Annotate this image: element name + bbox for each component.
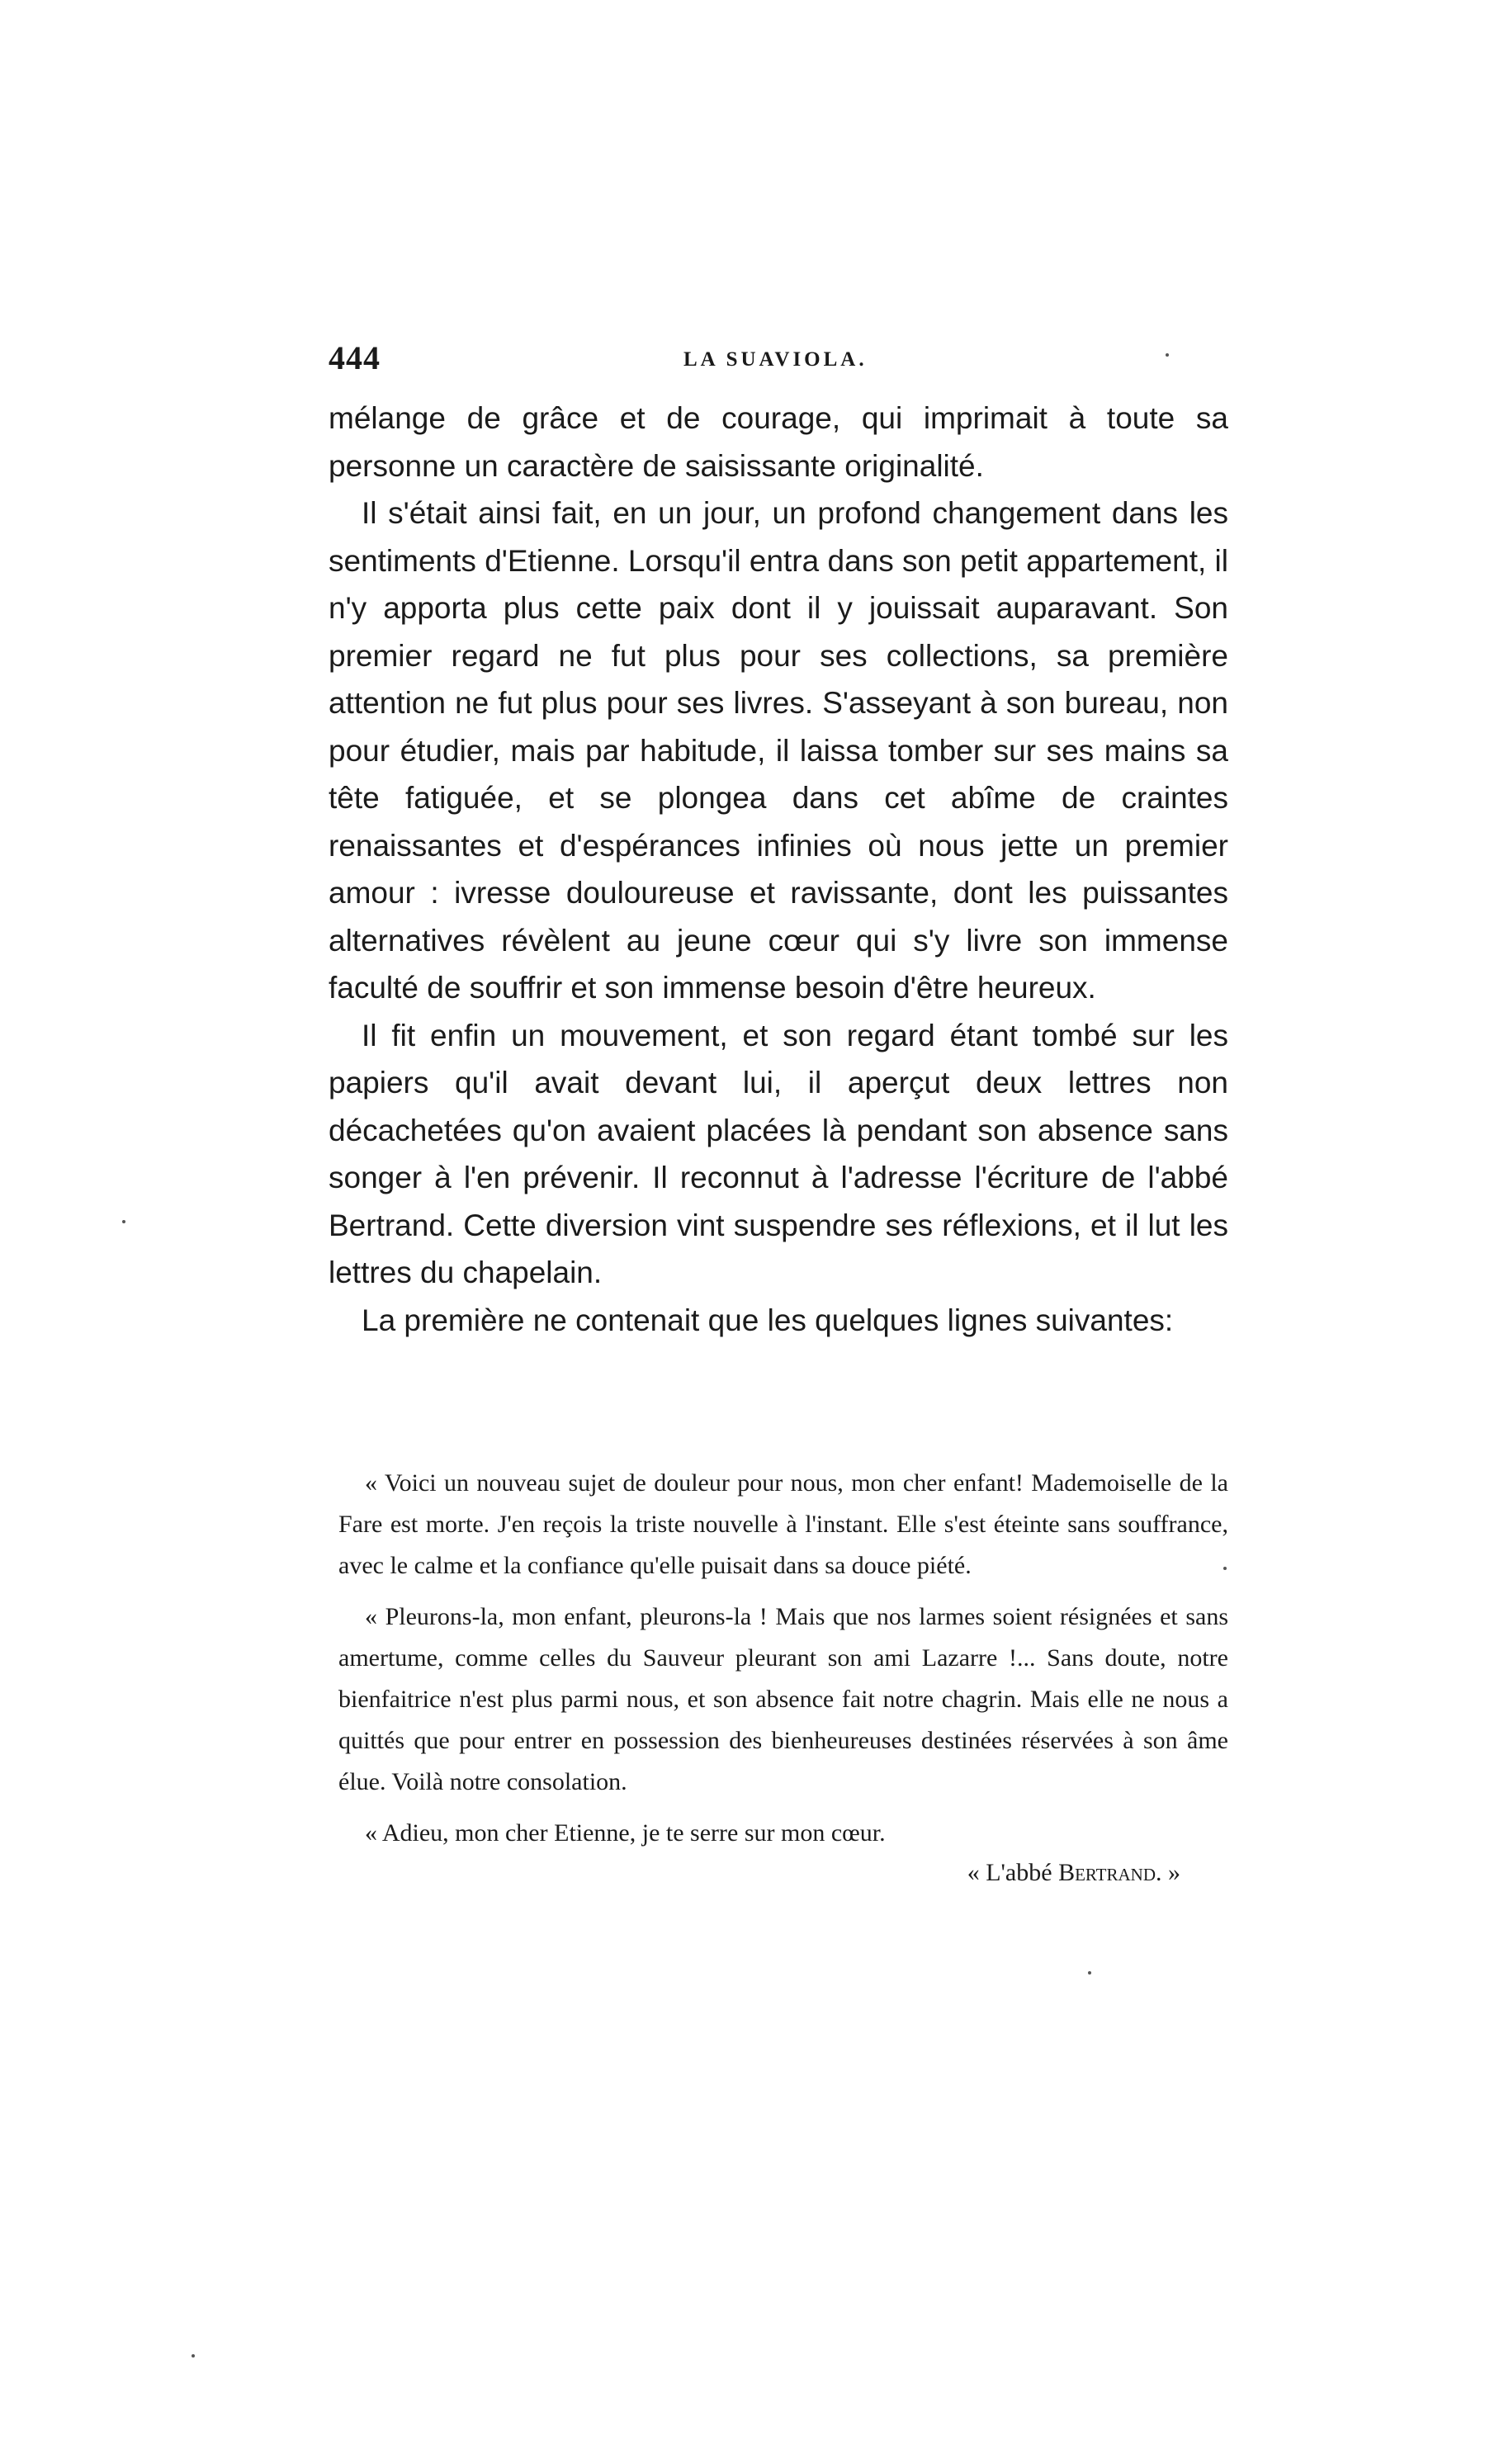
signature-suffix: . » xyxy=(1156,1859,1180,1886)
print-speck xyxy=(1166,353,1169,357)
page-number: 444 xyxy=(329,339,381,376)
print-speck xyxy=(1088,1971,1091,1975)
paragraph: Il s'était ainsi fait, en un jour, un profond changement dans les sentiments d'Etienne. Lorsqu'il entra dans son petit appartement, il n'y apporta plus cette paix dont il y jouissait auparavant. Son premier regard ne fut plus pour ses collections, sa première attention ne fut plus pour ses livres. S'asseyant à son bureau, non pour étudier, mais par habitude, il laissa tomber sur ses mains sa tête fatiguée, et se plongea dans cet abîme de craintes renaissantes et d'espérances infinies où nous jette un premier amour : ivresse douloureuse et ravissante, dont les puissantes alternatives révèlent au jeune cœur qui s'y livre son immense faculté de souffrir et son immense besoin d'être heureux. xyxy=(329,496,1228,1005)
print-speck xyxy=(122,1220,125,1223)
paragraph: Il fit enfin un mouvement, et son regard étant tombé sur les papiers qu'il avait devant lui, il aperçut deux lettres non décachetées qu'on avaient placées là pendant son absence sans songer à l'en prévenir. Il reconnut à l'adresse l'écriture de l'abbé Bertrand. Cette diversion vint suspendre ses réflexions, et il lut les lettres du chapelain. xyxy=(329,1018,1228,1289)
letter-signature xyxy=(338,1852,1228,1894)
quoted-letter xyxy=(338,1463,1228,1904)
signature-prefix: « L'abbé xyxy=(967,1859,1059,1886)
letter-paragraph: « Adieu, mon cher Etienne, je te serre sur mon cœur. xyxy=(365,1819,886,1847)
page-header xyxy=(329,338,1228,388)
letter-paragraph: « Pleurons-la, mon enfant, pleurons-la ! Mais que nos larmes soient résignées et sans amertume, comme celles du Sauveur pleurant son ami Lazarre !... Sans doute, notre bienfaitrice n'est plus parmi nous, et son absence fait notre chagrin. Mais elle ne nous a quittés que pour entrer en possession des bienheureuses destinées réservées à son âme élue. Voilà notre consolation. xyxy=(338,1603,1228,1795)
running-title: LA SUAVIOLA. xyxy=(683,348,868,371)
letter-paragraph: « Voici un nouveau sujet de douleur pour nous, mon cher enfant! Mademoiselle de la Fare est morte. J'en reçois la triste nouvelle à l'instant. Elle s'est éteinte sans souffrance, avec le calme et la confiance qu'elle puisait dans sa douce piété. xyxy=(338,1469,1228,1579)
paragraph: mélange de grâce et de courage, qui imprimait à toute sa personne un caractère de saisissante originalité. xyxy=(329,401,1228,483)
print-speck xyxy=(192,2354,195,2358)
paragraph: La première ne contenait que les quelques lignes suivantes: xyxy=(362,1303,1174,1337)
signature-name: Bertrand xyxy=(1058,1859,1156,1886)
body-text xyxy=(329,395,1228,1344)
print-speck xyxy=(1223,1567,1227,1570)
